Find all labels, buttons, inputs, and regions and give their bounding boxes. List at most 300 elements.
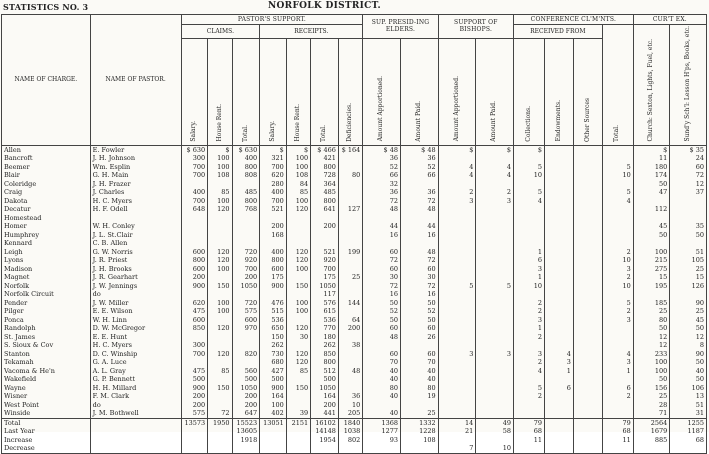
value-cell [338,197,362,206]
value-cell: 475 [181,367,208,376]
value-cell: 6 [514,256,545,265]
value-cell [573,392,602,401]
value-cell [545,316,574,325]
value-cell [514,375,545,384]
value-cell [602,401,633,410]
value-cell [181,333,208,342]
value-cell: 2 [602,307,633,316]
value-cell [573,333,602,342]
value-cell: 12 [633,333,670,342]
value-cell [602,214,633,223]
value-cell [545,427,574,436]
value-cell: 648 [181,205,208,214]
value-cell: 615 [311,307,339,316]
value-cell: 30 [286,333,310,342]
value-cell: 185 [633,299,670,308]
value-cell: 205 [338,409,362,418]
value-cell: 3 [514,265,545,274]
value-cell [476,256,514,265]
value-cell [438,239,476,248]
value-cell: 3 [602,358,633,367]
value-cell: 100 [208,163,232,172]
value-cell: 48 [400,205,438,214]
value-cell: 60 [363,324,401,333]
value-cell: $ [438,145,476,154]
value-cell: 500 [232,375,260,384]
table-row [2,341,707,350]
table-row [2,188,707,197]
value-cell [232,239,260,248]
value-cell [545,145,574,154]
value-cell: 36 [400,154,438,163]
value-cell: 3 [438,350,476,359]
value-cell [438,180,476,189]
value-cell: 100 [208,299,232,308]
summary-row [2,427,707,436]
table-row [2,222,707,231]
pastor-name: W. H. Linn [90,316,181,325]
value-cell [438,154,476,163]
value-cell: 40 [363,392,401,401]
value-cell: 51 [670,248,707,257]
value-cell: 5 [514,163,545,172]
value-cell: 1050 [311,384,339,393]
value-cell [514,290,545,299]
value-cell [633,444,670,453]
charge-name: Blair [2,171,91,180]
value-cell: 50 [633,375,670,384]
value-cell: 2564 [633,418,670,427]
value-cell: 100 [208,265,232,274]
value-cell: 50 [400,316,438,325]
value-cell: 2151 [286,418,310,427]
value-cell: 770 [311,324,339,333]
charge-name: Craig [2,188,91,197]
value-cell: 19 [400,392,438,401]
pastor-name: G. H. Main [90,171,181,180]
charge-name: Pender [2,299,91,308]
value-cell: 84 [286,180,310,189]
elders-paid-header: Amount Paid. [400,38,438,145]
value-cell: 3 [438,197,476,206]
value-cell: 100 [208,307,232,316]
value-cell [602,341,633,350]
charge-name: Vacoma & He'n [2,367,91,376]
value-cell [232,358,260,367]
name-of-pastor-header: NAME OF PASTOR. [90,15,181,146]
value-cell [545,273,574,282]
value-cell [545,248,574,257]
summary-row [2,444,707,453]
value-cell [338,239,362,248]
value-cell: 50 [670,358,707,367]
value-cell: 200 [232,392,260,401]
value-cell: 700 [181,350,208,359]
value-cell: 11 [633,154,670,163]
value-cell: 10 [514,171,545,180]
receipts-salary-header: Salary. [260,38,287,145]
claims-header: CLAIMS. [181,25,260,39]
value-cell: 60 [363,350,401,359]
value-cell: 93 [363,436,401,445]
value-cell [438,248,476,257]
value-cell [208,341,232,350]
value-cell: 275 [633,265,670,274]
value-cell [514,239,545,248]
value-cell [208,180,232,189]
value-cell: 66 [363,171,401,180]
value-cell: 280 [260,180,287,189]
value-cell: 575 [232,307,260,316]
value-cell: 72 [400,282,438,291]
value-cell [438,375,476,384]
name-of-charge-header: NAME OF CHARGE. [2,15,91,146]
value-cell [286,444,310,453]
value-cell [438,316,476,325]
value-cell [363,214,401,223]
value-cell: 800 [311,163,339,172]
value-cell: $ 630 [181,145,208,154]
value-cell [438,409,476,418]
value-cell: 120 [286,324,310,333]
value-cell: 144 [338,299,362,308]
value-cell: 50 [633,180,670,189]
value-cell: 4 [438,163,476,172]
value-cell: 512 [311,367,339,376]
value-cell [181,222,208,231]
value-cell [338,256,362,265]
value-cell: 156 [633,384,670,393]
value-cell [286,290,310,299]
value-cell [545,333,574,342]
charge-name: Lyons [2,256,91,265]
value-cell [633,290,670,299]
value-cell: 700 [181,197,208,206]
value-cell: 16 [400,231,438,240]
value-cell: 10 [602,282,633,291]
value-cell: 421 [311,154,339,163]
claims-house-rent-header: House Rent. [208,38,232,145]
value-cell: 36 [363,154,401,163]
value-cell [514,341,545,350]
value-cell [514,222,545,231]
pastor-name: A. L. Gray [90,367,181,376]
value-cell [633,239,670,248]
pastor-name: Wm. Esplin [90,163,181,172]
value-cell [573,197,602,206]
charge-name: Dakota [2,197,91,206]
charge-name: St. James [2,333,91,342]
value-cell: 80 [633,316,670,325]
value-cell [670,239,707,248]
value-cell: 72 [400,256,438,265]
value-cell: 12 [670,333,707,342]
value-cell [476,273,514,282]
value-cell: 800 [260,256,287,265]
value-cell: 44 [400,222,438,231]
value-cell: 50 [400,299,438,308]
value-cell: 150 [260,333,287,342]
statistics-label: STATISTICS NO. 3 [3,2,89,12]
value-cell: 44 [363,222,401,231]
value-cell [476,324,514,333]
receipts-total-header: Total. [311,38,339,145]
value-cell: 79 [602,418,633,427]
pastor-name: G. A. Luce [90,358,181,367]
value-cell: 600 [181,316,208,325]
value-cell: 1 [602,367,633,376]
value-cell [573,427,602,436]
value-cell [438,273,476,282]
value-cell: 24 [670,154,707,163]
pastor-name: J. W. Jennings [90,282,181,291]
value-cell: 700 [232,265,260,274]
value-cell: 40 [363,409,401,418]
value-cell [311,444,339,453]
value-cell: 650 [260,324,287,333]
value-cell [400,239,438,248]
charge-name: Winside [2,409,91,418]
value-cell [573,282,602,291]
charge-name: Bancroft [2,154,91,163]
value-cell [476,239,514,248]
pastor-name: H. F. Odell [90,205,181,214]
table-row [2,248,707,257]
value-cell: 40 [670,367,707,376]
value-cell: 800 [181,256,208,265]
table-row [2,367,707,376]
value-cell: 476 [260,299,287,308]
value-cell: 120 [286,248,310,257]
bishops-apportioned-header: Amount Apportioned. [438,38,476,145]
value-cell [260,239,287,248]
value-cell: 25 [670,307,707,316]
value-cell: $ [208,145,232,154]
value-cell: 4 [476,163,514,172]
value-cell: 1332 [400,418,438,427]
value-cell: $ 48 [363,145,401,154]
value-cell: 402 [260,409,287,418]
pastor-name: J. H. Johnson [90,154,181,163]
value-cell: 730 [260,350,287,359]
value-cell [438,214,476,223]
table-row [2,256,707,265]
value-cell [545,418,574,427]
value-cell [545,392,574,401]
value-cell [438,401,476,410]
value-cell: 164 [311,392,339,401]
value-cell [476,307,514,316]
value-cell: 50 [633,231,670,240]
value-cell: 60 [670,163,707,172]
table-row [2,358,707,367]
collections-header: Collections. [514,38,545,145]
pastor-name [90,444,181,453]
value-cell [573,214,602,223]
value-cell: 321 [260,154,287,163]
value-cell: 200 [338,324,362,333]
table-row [2,392,707,401]
charge-name: Stanton [2,350,91,359]
value-cell: 900 [181,282,208,291]
pastor-name: J. H. Frazer [90,180,181,189]
value-cell [545,265,574,274]
value-cell: 52 [400,163,438,172]
value-cell: 58 [476,427,514,436]
value-cell [438,367,476,376]
pastor-name: G. P. Bennett [90,375,181,384]
value-cell: 70 [363,358,401,367]
value-cell: 49 [476,418,514,427]
value-cell: 30 [363,273,401,282]
value-cell: 8 [670,341,707,350]
value-cell: 1954 [311,436,339,445]
pastor-name: J. R. Priest [90,256,181,265]
value-cell [286,375,310,384]
value-cell: 400 [181,188,208,197]
pastors-support-header: PASTOR'S SUPPORT. [181,15,363,25]
value-cell: 100 [208,154,232,163]
value-cell [363,401,401,410]
value-cell: 802 [338,436,362,445]
value-cell: 13605 [232,427,260,436]
value-cell: 100 [633,248,670,257]
value-cell [545,214,574,223]
value-cell: 1255 [670,418,707,427]
value-cell: 85 [286,367,310,376]
table-row [2,180,707,189]
value-cell: 300 [181,154,208,163]
value-cell [232,341,260,350]
value-cell: 85 [286,188,310,197]
value-cell: 4 [602,197,633,206]
charge-name: Wisner [2,392,91,401]
value-cell: 4 [438,171,476,180]
value-cell [338,222,362,231]
table-row [2,384,707,393]
value-cell: 47 [633,188,670,197]
value-cell [602,324,633,333]
value-cell: 10 [602,256,633,265]
charge-name: Madison [2,265,91,274]
value-cell [286,222,310,231]
value-cell [545,444,574,453]
value-cell [438,341,476,350]
value-cell: 620 [260,171,287,180]
value-cell [400,444,438,453]
value-cell: 600 [260,265,287,274]
value-cell: 15523 [232,418,260,427]
value-cell [602,154,633,163]
value-cell: 768 [232,205,260,214]
value-cell: 64 [338,316,362,325]
value-cell: 68 [602,427,633,436]
conference-total-header: Total. [602,25,633,146]
value-cell: 150 [208,282,232,291]
value-cell: 108 [400,436,438,445]
value-cell: $ [260,145,287,154]
value-cell: 521 [311,248,339,257]
value-cell: 100 [286,197,310,206]
value-cell: 262 [260,341,287,350]
pastor-name: E. E. Wilson [90,307,181,316]
value-cell [338,358,362,367]
value-cell [573,401,602,410]
value-cell: 16 [363,231,401,240]
value-cell: 50 [363,316,401,325]
value-cell: 25 [338,273,362,282]
value-cell: 36 [338,392,362,401]
value-cell: 150 [286,384,310,393]
value-cell [208,444,232,453]
table-row [2,324,707,333]
value-cell: 800 [311,358,339,367]
value-cell: 66 [400,171,438,180]
value-cell: 40 [400,375,438,384]
value-cell: 850 [181,324,208,333]
value-cell [545,409,574,418]
value-cell [602,145,633,154]
value-cell [602,375,633,384]
value-cell: 5 [602,188,633,197]
value-cell [181,180,208,189]
value-cell [573,444,602,453]
value-cell: 120 [208,324,232,333]
value-cell [602,333,633,342]
value-cell: 500 [181,375,208,384]
value-cell [181,214,208,223]
value-cell: 850 [311,350,339,359]
pastor-name: J. R. Gearhart [90,273,181,282]
value-cell [400,214,438,223]
value-cell [208,290,232,299]
pastor-name: J. Charles [90,188,181,197]
value-cell: 14148 [311,427,339,436]
value-cell [573,171,602,180]
value-cell [438,392,476,401]
value-cell: 1950 [208,418,232,427]
charge-name: Wakefield [2,375,91,384]
pastor-name [90,427,181,436]
value-cell: 1277 [363,427,401,436]
value-cell: 32 [363,180,401,189]
charge-name: Magnet [2,273,91,282]
value-cell: 4 [514,367,545,376]
value-cell: 1918 [232,436,260,445]
value-cell: 37 [670,188,707,197]
value-cell [232,444,260,453]
value-cell: 100 [286,307,310,316]
value-cell [208,375,232,384]
table-row [2,197,707,206]
value-cell [545,180,574,189]
value-cell [232,290,260,299]
value-cell: 120 [208,205,232,214]
value-cell: 720 [232,299,260,308]
table-row [2,214,707,223]
value-cell: 7 [438,444,476,453]
value-cell: 515 [260,307,287,316]
value-cell [208,401,232,410]
value-cell [438,205,476,214]
value-cell: 1679 [633,427,670,436]
value-cell [181,427,208,436]
value-cell: 10 [338,401,362,410]
table-row [2,375,707,384]
value-cell: 800 [232,163,260,172]
value-cell: 600 [181,248,208,257]
value-cell: 25 [633,392,670,401]
